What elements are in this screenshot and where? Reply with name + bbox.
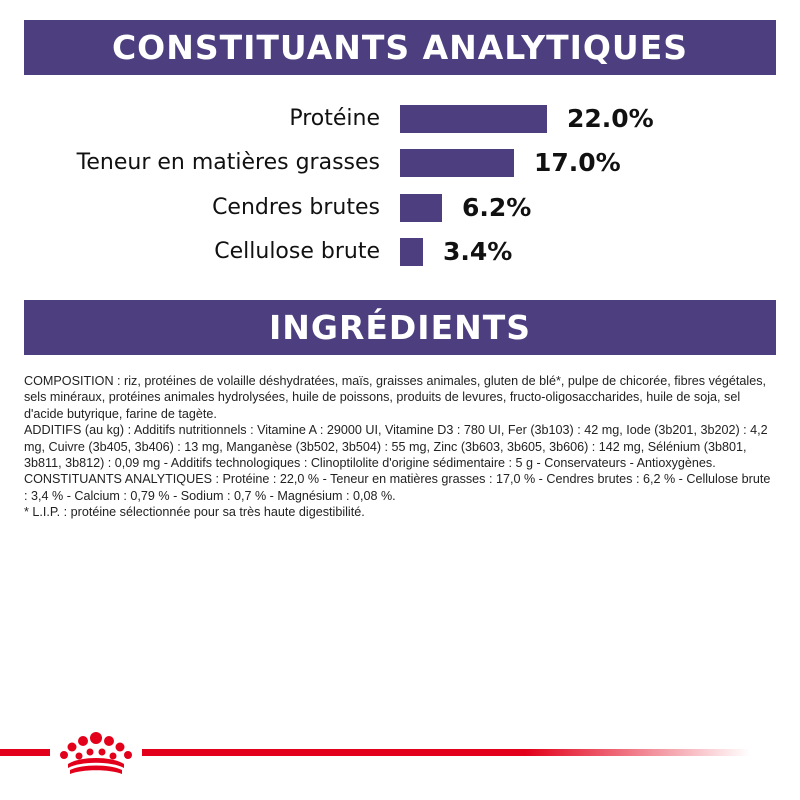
analytics-value: 22.0% bbox=[567, 104, 654, 133]
ingredients-title: INGRÉDIENTS bbox=[268, 308, 532, 347]
analytics-bar bbox=[400, 105, 547, 133]
analytics-row-ash bbox=[0, 190, 800, 226]
analytics-bar bbox=[400, 149, 514, 177]
ingredients-banner bbox=[24, 300, 776, 355]
analytics-bar bbox=[400, 238, 423, 266]
composition-paragraph: COMPOSITION : riz, protéines de volaille déshydratées, maïs, graisses animales, gluten de blé*, pulpe de chicorée, fibres végétales, sels minéraux, protéines animales hydrolysées, huile de poissons, produits de levures, fructo-oligosaccharides, huile de soja, sel d'acide butyrique, farine de tagète. bbox=[24, 374, 766, 421]
royal-canin-crown-icon bbox=[50, 726, 142, 784]
analytics-value: 3.4% bbox=[443, 237, 513, 266]
additives-paragraph: ADDITIFS (au kg) : Additifs nutritionnels : Vitamine A : 29000 UI, Vitamine D3 : 780 UI, Fer (3b103) : 42 mg, Iode (3b201, 3b202) : 4,2 mg, Cuivre (3b405, 3b406) : 13 mg, Manganèse (3b502, 3b504) : 55 mg, Zinc (3b603, 3b605, 3b606) : 142 mg, Sélénium (3b801, 3b811, 3b812) : 0,09 mg - Additifs technologiques : Clinoptilolite d'origine sédimentaire : 5 g - Conservateurs - Antioxygènes. bbox=[24, 423, 768, 471]
analytics-value: 6.2% bbox=[462, 193, 532, 222]
analytics-title: CONSTITUANTS ANALYTIQUES bbox=[111, 28, 689, 67]
analytics-row-protein bbox=[0, 101, 800, 137]
footnote-paragraph: * L.I.P. : protéine sélectionnée pour sa très haute digestibilité. bbox=[24, 505, 365, 520]
analytics-banner bbox=[24, 20, 776, 75]
analytics-row-fiber bbox=[0, 234, 800, 270]
analytics-label: Cellulose brute bbox=[214, 239, 380, 264]
analytics-label: Teneur en matières grasses bbox=[76, 150, 380, 175]
analytics-row-fat bbox=[0, 145, 800, 181]
analytics-bar bbox=[400, 194, 442, 222]
analytics-paragraph: CONSTITUANTS ANALYTIQUES : Protéine : 22,0 % - Teneur en matières grasses : 17,0 % - Cendres brutes : 6,2 % - Cellulose brute : 3,4 % - Calcium : 0,79 % - Sodium : 0,7 % - Magnésium : 0,08 %. bbox=[24, 472, 771, 503]
ingredients-text bbox=[24, 373, 776, 521]
analytics-label: Cendres brutes bbox=[212, 195, 380, 220]
analytics-label: Protéine bbox=[289, 106, 380, 131]
analytics-value: 17.0% bbox=[534, 148, 621, 177]
